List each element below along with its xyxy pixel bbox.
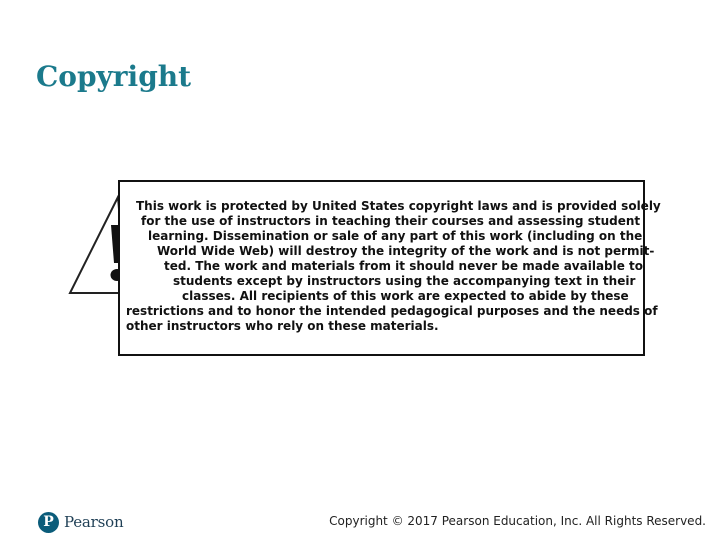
notice-line: students except by instructors using the accompanying text in their [173,274,636,288]
pearson-logo [38,511,123,533]
copyright-notice-text [126,199,661,334]
pearson-logo-mark [38,512,59,533]
notice-line: ted. The work and materials from it should never be made available to [164,259,644,273]
pearson-logo-text: Pearson [64,513,124,531]
notice-line: World Wide Web) will destroy the integrity of the work and is not permit- [157,244,655,258]
pearson-logo-letter: P [43,513,54,530]
notice-line: other instructors who rely on these materials. [126,319,439,333]
notice-line: This work is protected by United States copyright laws and is provided solely [136,199,661,213]
notice-line: restrictions and to honor the intended pedagogical purposes and the needs of [126,304,658,318]
slide-title: Copyright [36,60,192,93]
notice-line: for the use of instructors in teaching their courses and assessing student [141,214,641,228]
footer-copyright: Copyright © 2017 Pearson Education, Inc. All Rights Reserved. [329,514,706,528]
notice-line: learning. Dissemination or sale of any part of this work (including on the [148,229,643,243]
notice-line: classes. All recipients of this work are expected to abide by these [182,289,629,303]
